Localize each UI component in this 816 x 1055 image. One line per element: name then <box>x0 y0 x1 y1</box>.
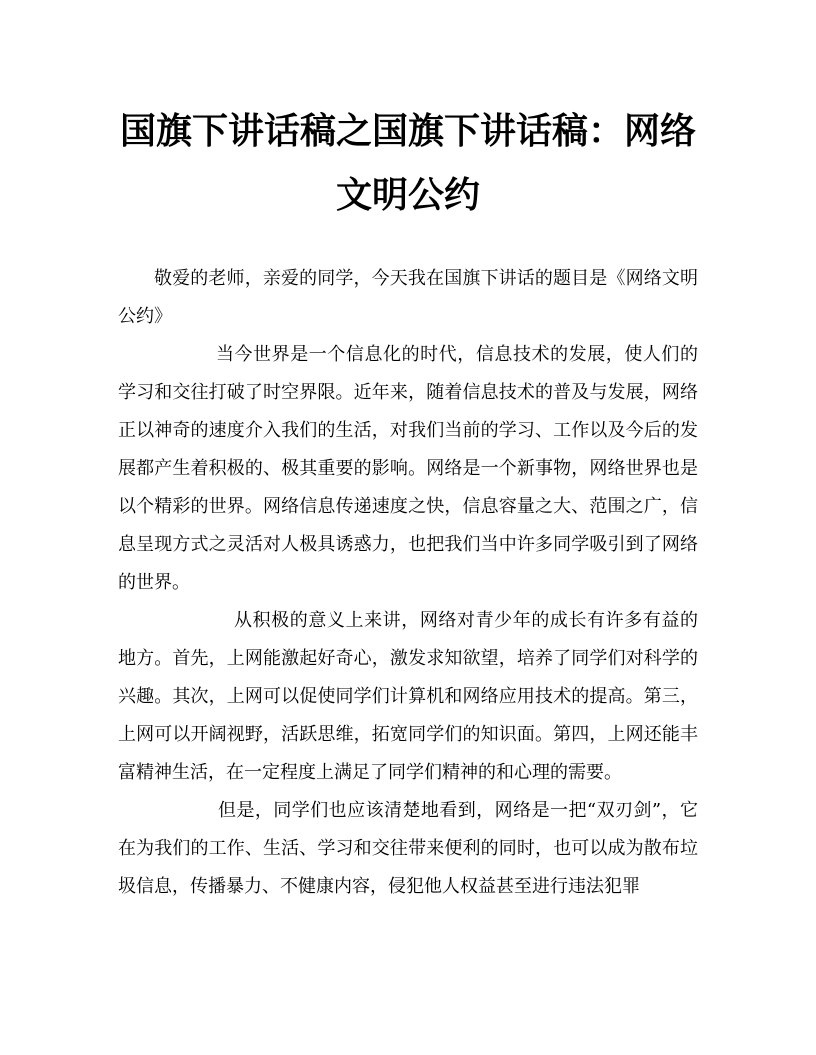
paragraph-positive-effects: 从积极的意义上来讲，网络对青少年的成长有许多有益的地方。首先，上网能激起好奇心，激发求知欲望，培养了同学们对科学的兴趣。其次，上网可以促使同学们计算机和网络应用技术的提高。第三，上网可以开阔视野，活跃思维，拓宽同学们的知识面。第四，上网还能丰富精神生活，在一定程度上满足了同学们精神的和心理的需要。 <box>118 610 698 783</box>
document-title: 国旗下讲话稿之国旗下讲话稿：网络文明公约 <box>119 111 696 216</box>
document-body <box>118 260 698 906</box>
paragraph-information-age: 当今世界是一个信息化的时代，信息技术的发展，使人们的学习和交往打破了时空界限。近年来，随着信息技术的普及与发展，网络正以神奇的速度介入我们的生活，对我们当前的学习、工作以及今后的发展都产生着积极的、极其重要的影响。网络是一个新事物，网络世界也是以个精彩的世界。网络信息传递速度之快，信息容量之大、范围之广，信息呈现方式之灵活对人极具诱惑力，也把我们当中许多同学吸引到了网络的世界。 <box>118 344 698 593</box>
paragraph-double-edged-sword: 但是，同学们也应该清楚地看到，网络是一把“双刃剑”，它在为我们的工作、生活、学习和交往带来便利的同时，也可以成为散布垃圾信息，传播暴力、不健康内容，侵犯他人权益甚至进行违法犯罪 <box>118 800 698 897</box>
paragraph-greeting: 敬爱的老师，亲爱的同学，今天我在国旗下讲话的题目是《网络文明公约》 <box>118 268 698 327</box>
